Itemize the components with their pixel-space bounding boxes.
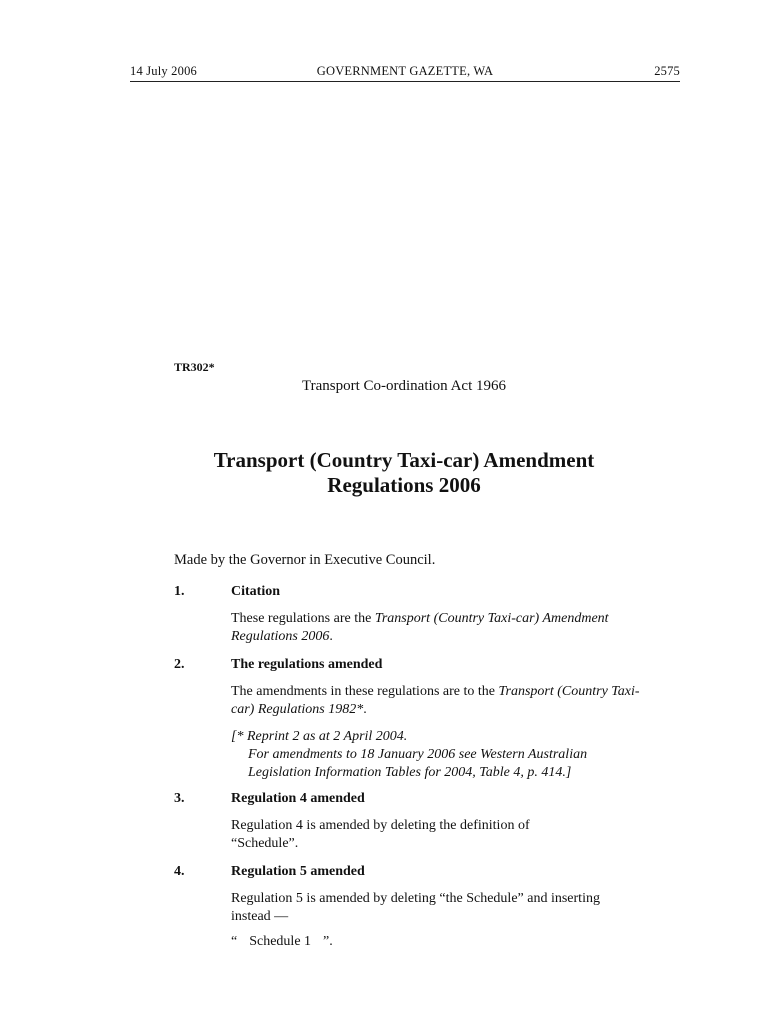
section-2-footnote: [* Reprint 2 as at 2 April 2004. For amendments to 18 January 2006 see Western Australian Legislation Information Tables for 2004, Table 4, p. 414.] (231, 729, 588, 780)
section-1-number: 1. (174, 584, 185, 599)
section-2-heading: The regulations amended (231, 657, 383, 672)
title-line-1: Transport (Country Taxi-car) Amendment (213, 448, 595, 472)
notice-code: TR302* (174, 360, 215, 374)
section-1-citation-title: Transport (Country Taxi-car) Amendment Regulations 2006 (231, 611, 609, 644)
section-2-number: 2. (174, 657, 185, 672)
section-2-text: The amendments in these regulations are to the Transport (Country Taxi-car) Regulations 1982*. (231, 684, 640, 717)
section-1-text: These regulations are the Transport (Country Taxi-car) Amendment Regulations 2006. (231, 611, 609, 644)
section-4-inserted-text: “ Schedule 1 ”. (231, 934, 333, 949)
section-3-number: 3. (174, 791, 185, 806)
header-date: 14 July 2006 (130, 64, 197, 78)
header-rule (130, 81, 680, 82)
act-name: Transport Co-ordination Act 1966 (301, 378, 507, 394)
header-page-number: 2575 (654, 64, 680, 78)
section-4-number: 4. (174, 864, 185, 879)
made-by-statement: Made by the Governor in Executive Council. (174, 552, 436, 568)
section-3-text: Regulation 4 is amended by deleting the definition of “Schedule”. (231, 818, 530, 851)
page-header (130, 64, 680, 82)
section-1-heading: Citation (231, 584, 280, 599)
section-4-heading: Regulation 5 amended (231, 864, 365, 879)
title-line-2: Regulations 2006 (327, 473, 481, 497)
regulation-title (0, 448, 770, 498)
header-publication: GOVERNMENT GAZETTE, WA (316, 64, 494, 78)
section-4-text: Regulation 5 is amended by deleting “the Schedule” and inserting instead — (231, 891, 600, 924)
section-3-heading: Regulation 4 amended (231, 791, 365, 806)
section-2-regulations-title: Transport (Country Taxi-car) Regulations 1982* (231, 684, 640, 717)
